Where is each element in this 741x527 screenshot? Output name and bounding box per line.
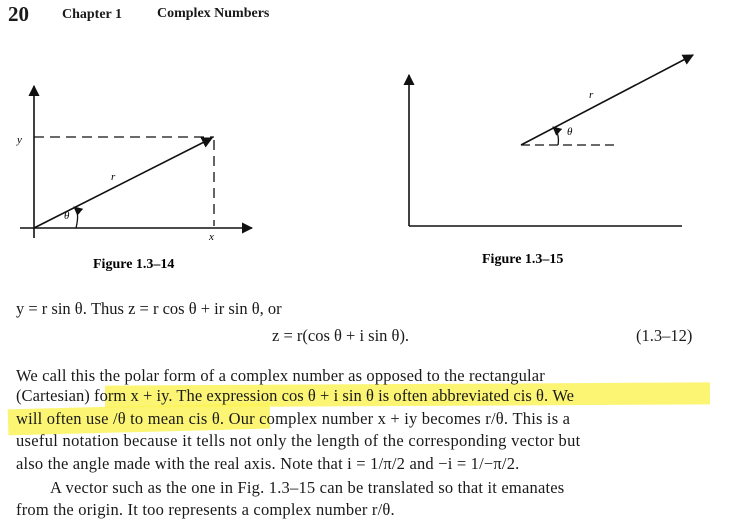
body-line-7: from the origin. It too represents a complex number r/θ. <box>16 500 395 519</box>
equation-1-3-12: z = r(cos θ + i sin θ). <box>272 326 410 345</box>
fig1-caption: Figure 1.3–14 <box>93 257 175 272</box>
fig2-vector-r <box>521 55 693 145</box>
body-line-1: We call this the polar form of a complex number as opposed to the rectangular <box>16 366 545 385</box>
fig2-angle-arc <box>553 127 558 145</box>
body-line-0: y = r sin θ. Thus z = r cos θ + ir sin θ, or <box>16 299 282 318</box>
body-line-4: useful notation because it tells not only the length of the corresponding vector but <box>16 431 581 450</box>
fig1-angle-arc <box>74 207 78 228</box>
chapter-label: Chapter 1 <box>62 7 123 22</box>
fig2-label-theta: θ <box>567 126 573 138</box>
fig1-label-r: r <box>111 171 116 183</box>
figure-1-3-15 <box>409 55 693 267</box>
body-line-6: A vector such as the one in Fig. 1.3–15 can be translated so that it emanates <box>50 478 565 497</box>
fig2-caption: Figure 1.3–15 <box>482 252 564 267</box>
fig2-label-r: r <box>589 89 594 101</box>
equation-number: (1.3–12) <box>636 326 693 345</box>
fig1-label-theta: θ <box>64 210 70 222</box>
chapter-title: Complex Numbers <box>157 6 270 21</box>
fig1-label-y: y <box>17 134 22 146</box>
body-line-3: will often use /θ to mean cis θ. Our complex number x + iy becomes r/θ. This is a <box>16 409 571 428</box>
page-number: 20 <box>8 2 29 26</box>
body-line-2: (Cartesian) form x + iy. The expression cos θ + i sin θ is often abbreviated cis θ. We <box>16 386 575 405</box>
figure-1-3-14 <box>16 86 252 272</box>
body-line-5: also the angle made with the real axis. Note that i = 1/π/2 and −i = 1/−π/2. <box>16 454 520 473</box>
fig1-vector-r <box>34 138 212 228</box>
fig1-label-x: x <box>209 231 214 243</box>
